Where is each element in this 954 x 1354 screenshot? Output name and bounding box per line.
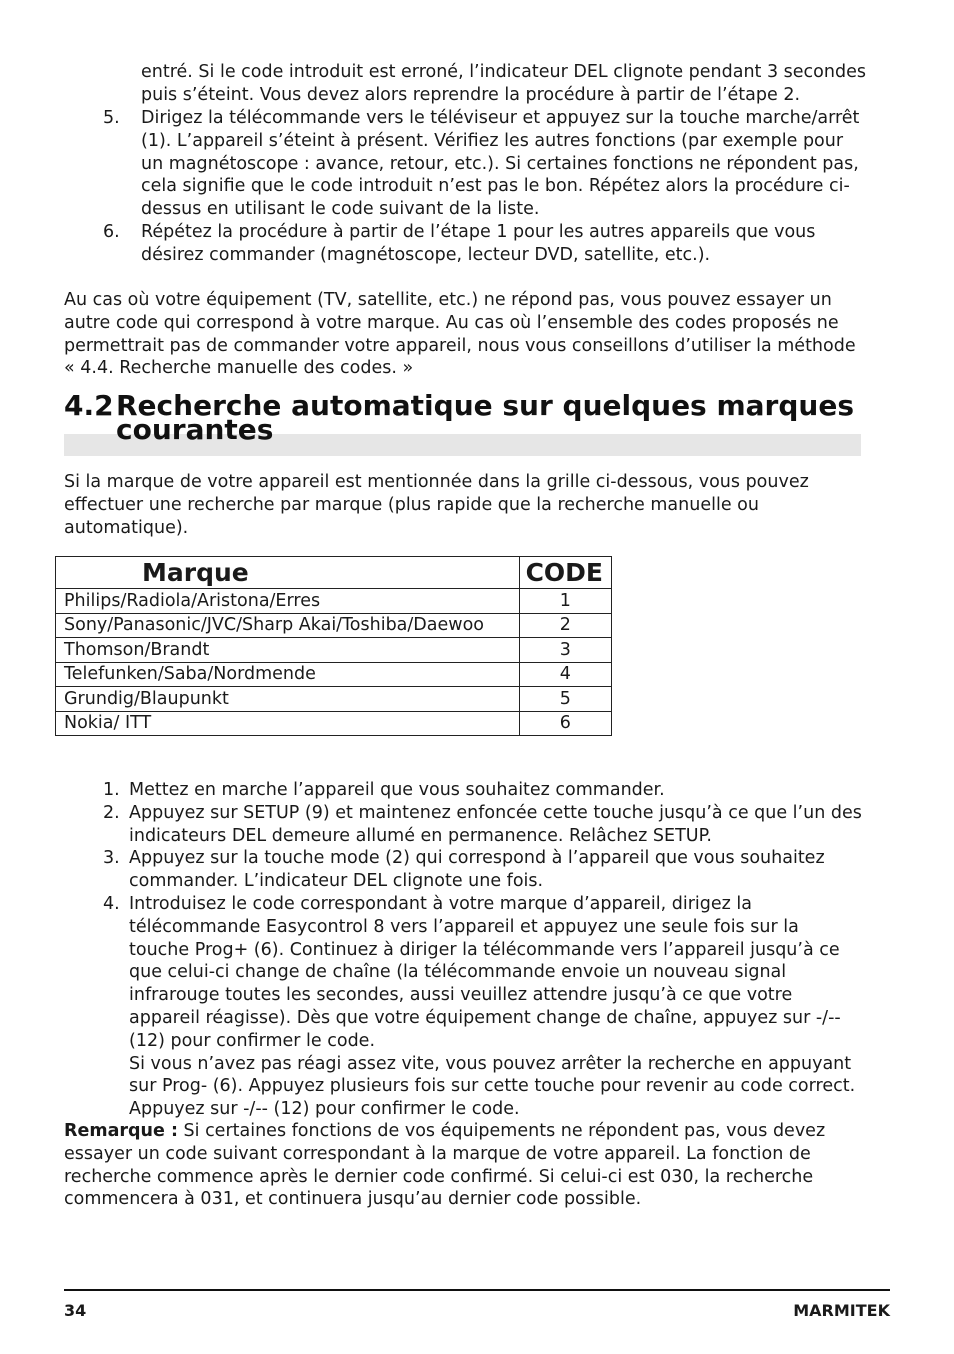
brand-cell: Philips/Radiola/Aristona/Erres [56,589,520,614]
header-brand: Marque [56,557,520,589]
table-row [56,589,612,614]
section-title-line1: Recherche automatique sur quelques marques [116,389,854,422]
table-row [56,711,612,736]
code-cell: 2 [519,613,611,638]
table-row [56,687,612,712]
intro-paragraph: Au cas où votre équipement (TV, satellite, etc.) ne répond pas, vous pouvez essayer un autre code qui correspond à votre marque. Au cas où l’ensemble des codes proposés ne permettrait pas de commander votre appareil, nous vous conseillons d’utiliser la méthode « 4.4. Recherche manuelle des codes. » [64,290,856,379]
step-text: Appuyez sur SETUP (9) et maintenez enfoncée cette touche jusqu’à ce que l’un des indicateurs DEL demeure allumé en permanence. Relâchez SETUP. [129,802,862,846]
section-title-line2: courantes [116,413,274,446]
code-cell: 5 [519,687,611,712]
table-row [56,638,612,663]
code-cell: 4 [519,662,611,687]
page-number: 34 [64,1301,87,1320]
step-1 [103,779,863,802]
step-6 [103,221,863,267]
remark-label: Remarque : [64,1121,178,1141]
brand-cell: Sony/Panasonic/JVC/Sharp Akai/Toshiba/Daewoo [56,613,520,638]
brand-cell: Nokia/ ITT [56,711,520,736]
code-cell: 3 [519,638,611,663]
brand-cell: Thomson/Brandt [56,638,520,663]
step-text: Introduisez le code correspondant à votre marque d’appareil, dirigez la télécommande Easycontrol 8 vers l’appareil et appuyez une seule fois sur la touche Prog+ (6). Continuez à diriger la télécommande vers l’appareil jusqu’à ce que celui-ci change de chaîne (la télécommande envoie un nouveau signal infrarouge toutes les secondes, aussi veuillez attendre jusqu’à ce que votre appareil réagisse). Dès que votre équipement change de chaîne, appuyez sur -/--(12) pour confirmer le code. [129,893,841,1051]
step-number: 4. [103,893,120,914]
step-number: 6. [103,221,120,242]
step-2 [103,802,863,848]
section-number: 4.2 [64,389,114,422]
header-code: CODE [519,557,611,589]
brand-cell: Grundig/Blaupunkt [56,687,520,712]
step-text: Mettez en marche l’appareil que vous souhaitez commander. [129,780,665,800]
table-row [56,613,612,638]
code-cell: 1 [519,589,611,614]
step-number: 5. [103,108,120,128]
step-3 [103,847,863,893]
step-text: Dirigez la télécommande vers le téléviseur et appuyez sur la touche marche/arrêt (1). L’appareil s’éteint à présent. Vérifiez les autres fonctions (par exemple pour un magnétoscope : avance, retour, etc.). Si certaines fonctions ne répondent pas, cela signifie que le code introduit n’est pas le bon. Répétez alors la procédure ci-dessus en utilisant le code suivant de la liste. [141,108,860,220]
table-header-row [56,557,612,589]
brand-code-table [55,556,612,736]
step-number: 1. [103,780,120,800]
top-steps-list [103,107,863,267]
continuation-text: entré. Si le code introduit est erroné, l’indicateur DEL clignote pendant 3 secondes puis s’éteint. Vous devez alors reprendre la procédure à partir de l’étape 2. [141,62,866,105]
step-text-continued: Si vous n’avez pas réagi assez vite, vous pouvez arrêter la recherche en appuyant sur Prog- (6). Appuyez plusieurs fois sur cette touche pour revenir au code correct. Appuyez sur -/-- (12) pour confirmer le code. [129,1053,856,1120]
step-text: Répétez la procédure à partir de l’étape 1 pour les autres appareils que vous désirez commander (magnétoscope, lecteur DVD, satellite, etc.). [141,221,816,265]
brand-cell: Telefunken/Saba/Nordmende [56,662,520,687]
footer-brand: MARMITEK [793,1301,890,1320]
section-heading [64,389,861,446]
step-text: Appuyez sur la touche mode (2) qui correspond à l’appareil que vous souhaitez commander. L’indicateur DEL clignote une fois. [129,848,825,892]
step-4 [103,893,863,1121]
remark-text: Si certaines fonctions de vos équipements ne répondent pas, vous devez essayer un code suivant correspondant à la marque de votre appareil. La fonction de recherche commence après le dernier code confirmé. Si celui-ci est 030, la recherche commencera à 031, et continuera jusqu’au dernier code possible. [64,1121,826,1210]
remark-paragraph [64,1120,864,1211]
step-5 [103,107,863,221]
step-number: 2. [103,802,120,823]
step-number: 3. [103,848,120,869]
code-cell: 6 [519,711,611,736]
table-row [56,662,612,687]
procedure-steps-list [103,779,863,1121]
section-intro: Si la marque de votre appareil est mentionnée dans la grille ci-dessous, vous pouvez effectuer une recherche par marque (plus rapide que la recherche manuelle ou automatique). [64,472,809,538]
footer-divider [64,1289,890,1291]
